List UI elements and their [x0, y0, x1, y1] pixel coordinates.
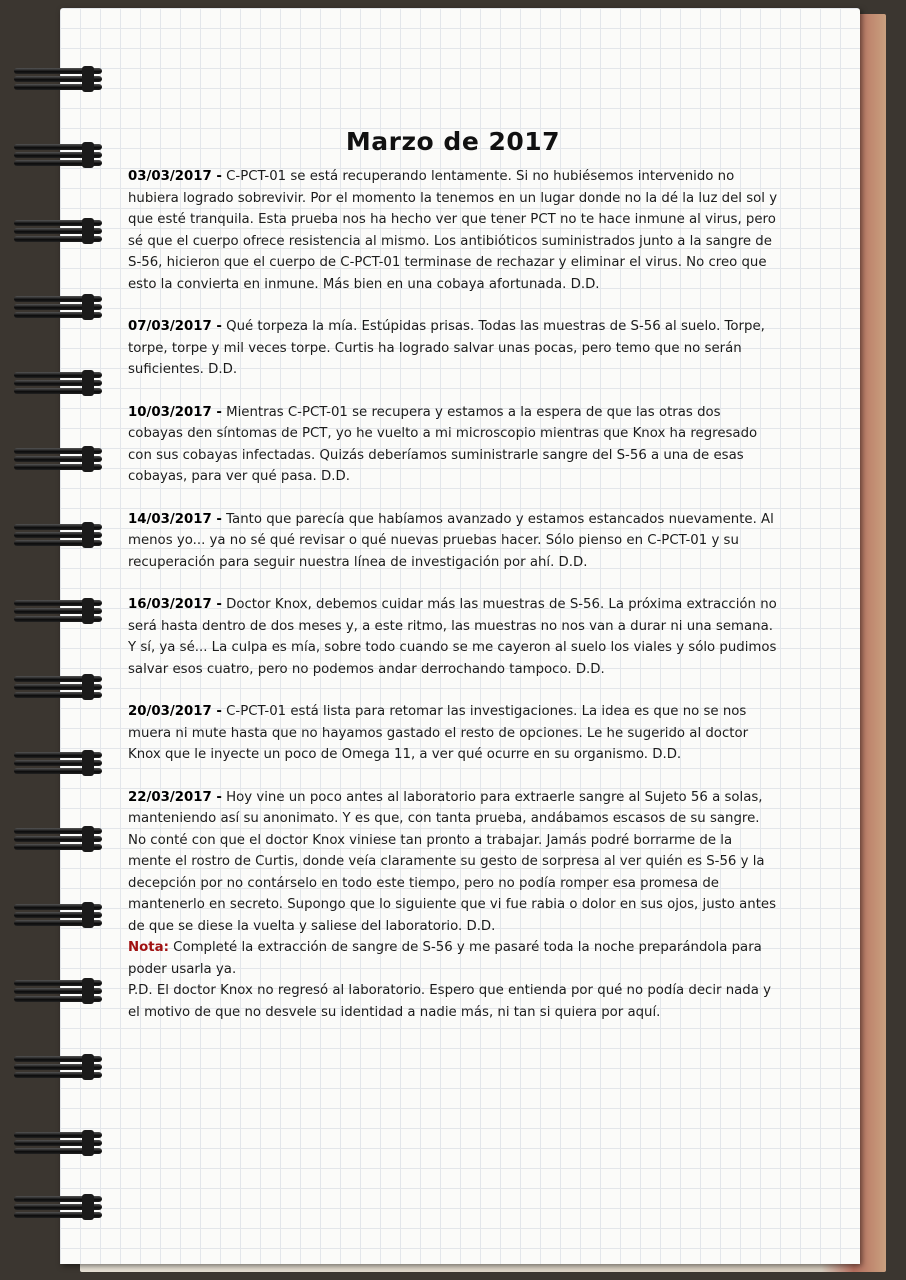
spiral-ring [14, 1050, 102, 1082]
spiral-ring [14, 1190, 102, 1222]
binding-hole [82, 446, 94, 472]
spiral-ring [14, 442, 102, 474]
journal-entry [128, 787, 778, 938]
spiral-ring [14, 974, 102, 1006]
entry-text: Hoy vine un poco antes al laboratorio para extraerle sangre al Sujeto 56 a solas, manteniendo así su anonimato. Y es que, con tanta prueba, andábamos escasos de su sangre. No conté con que el doctor Knox viniese tan pronto a trabajar. Jamás podré borrarme de la mente el rostro de Curtis, donde veía claramente su gesto de sorpresa al ver quién es S-56 y la decepción por no contárselo en todo este tiempo, pero no podía romper esa promesa de mantenerlo en secreto. Supongo que lo siguiente que vi fue rabia o dolor en sus ojos, justo antes de que se diese la vuelta y saliese del laboratorio. D.D. [128, 789, 777, 934]
entry-date: 07/03/2017 - [128, 319, 222, 334]
binding-hole [82, 522, 94, 548]
binding-hole [82, 750, 94, 776]
spiral-ring [14, 822, 102, 854]
entry-date: 03/03/2017 - [128, 169, 222, 184]
journal-entry [128, 701, 778, 766]
binding-hole [82, 598, 94, 624]
binding-hole [82, 1054, 94, 1080]
spiral-ring [14, 594, 102, 626]
entry-date: 16/03/2017 - [128, 597, 222, 612]
binding-hole [82, 674, 94, 700]
spiral-ring [14, 214, 102, 246]
entry-date: 10/03/2017 - [128, 404, 222, 420]
binding-hole [82, 978, 94, 1004]
entry-text: Mientras C-PCT-01 se recupera y estamos a la espera de que las otras dos cobayas den síntomas de PCT, yo he vuelto a mi microscopio mientras que Knox ha regresado con sus cobayas infectadas. Quizás deberíamos suministrarle sangre del S-56 a una de esas cobayas, para ver qué pasa. D.D. [128, 404, 758, 484]
note-text: Completé la extracción de sangre de S-56 y me pasaré toda la noche preparándola para poder usarla ya. [128, 940, 762, 977]
journal-entry [128, 166, 778, 295]
binding-hole [82, 826, 94, 852]
entry-text: Qué torpeza la mía. Estúpidas prisas. Todas las muestras de S-56 al suelo. Torpe, torpe, torpe y mil veces torpe. Curtis ha logrado salvar unas pocas, pero temo que no serán suficientes. D.D. [128, 319, 765, 377]
spiral-ring [14, 1126, 102, 1158]
binding-hole [82, 902, 94, 928]
binding-hole [82, 370, 94, 396]
binding-hole [82, 66, 94, 92]
binding-hole [82, 1130, 94, 1156]
postscript: P.D. El doctor Knox no regresó al laboratorio. Espero que entienda por qué no podía decir nada y el motivo de que no desvele su identidad a nadie más, ni tan si quiera por aquí. [128, 983, 771, 1020]
entry-text: Doctor Knox, debemos cuidar más las muestras de S-56. La próxima extracción no será hasta dentro de dos meses y, a este ritmo, las muestras no nos van a durar ni una semana. Y sí, ya sé... La culpa es mía, sobre todo cuando se me cayeron al suelo los viales y sólo pudimos salvar esos cuatro, pero no podemos andar derrochando tampoco. D.D. [128, 597, 777, 677]
spiral-ring [14, 898, 102, 930]
entry-date: 20/03/2017 - [128, 704, 222, 719]
journal-entry [128, 316, 778, 381]
entry-text: C-PCT-01 se está recuperando lentamente. Si no hubiésemos intervenido no hubiera logrado sobrevivir. Por el momento la tenemos en un lugar donde no la dé la luz del sol y que esté tranquila. Esta prueba nos ha hecho ver que tener PCT no te hace inmune al virus, pero sé que el cuerpo ofrece resistencia al mismo. Los antibióticos suministrados junto a la sangre de S-56, hicieron que el cuerpo de C-PCT-01 terminase de rechazar y eliminar el virus. No creo que esto la convierta en inmune. Más bien en una cobaya afortunada. D.D. [128, 169, 778, 292]
spiral-ring [14, 62, 102, 94]
spiral-binding [14, 0, 114, 1280]
entry-text: C-PCT-01 está lista para retomar las investigaciones. La idea es que no se nos muera ni mute hasta que no hayamos gastado el resto de opciones. Le he sugerido al doctor Knox que le inyecte un poco de Omega 11, a ver qué ocurre en su organismo. D.D. [128, 704, 749, 762]
binding-hole [82, 218, 94, 244]
binding-hole [82, 1194, 94, 1220]
spiral-ring [14, 366, 102, 398]
note-label: Nota: [128, 940, 169, 955]
journal-entry [128, 402, 778, 488]
journal-entry [128, 509, 778, 574]
journal-content [128, 166, 778, 1023]
journal-entry [128, 594, 778, 680]
entry-date: 14/03/2017 - [128, 511, 222, 527]
spiral-ring [14, 290, 102, 322]
spiral-ring [14, 518, 102, 550]
spiral-ring [14, 746, 102, 778]
spiral-ring [14, 670, 102, 702]
entry-date: 22/03/2017 - [128, 789, 222, 805]
binding-hole [82, 294, 94, 320]
page-title: Marzo de 2017 [345, 126, 561, 156]
entry-text: Tanto que parecía que habíamos avanzado y estamos estancados nuevamente. Al menos yo... ya no sé qué revisar o qué nuevas pruebas hacer. Sólo pienso en C-PCT-01 y su recuperación para seguir nuestra línea de investigación por ahí. D.D. [128, 511, 774, 570]
note [128, 937, 778, 980]
